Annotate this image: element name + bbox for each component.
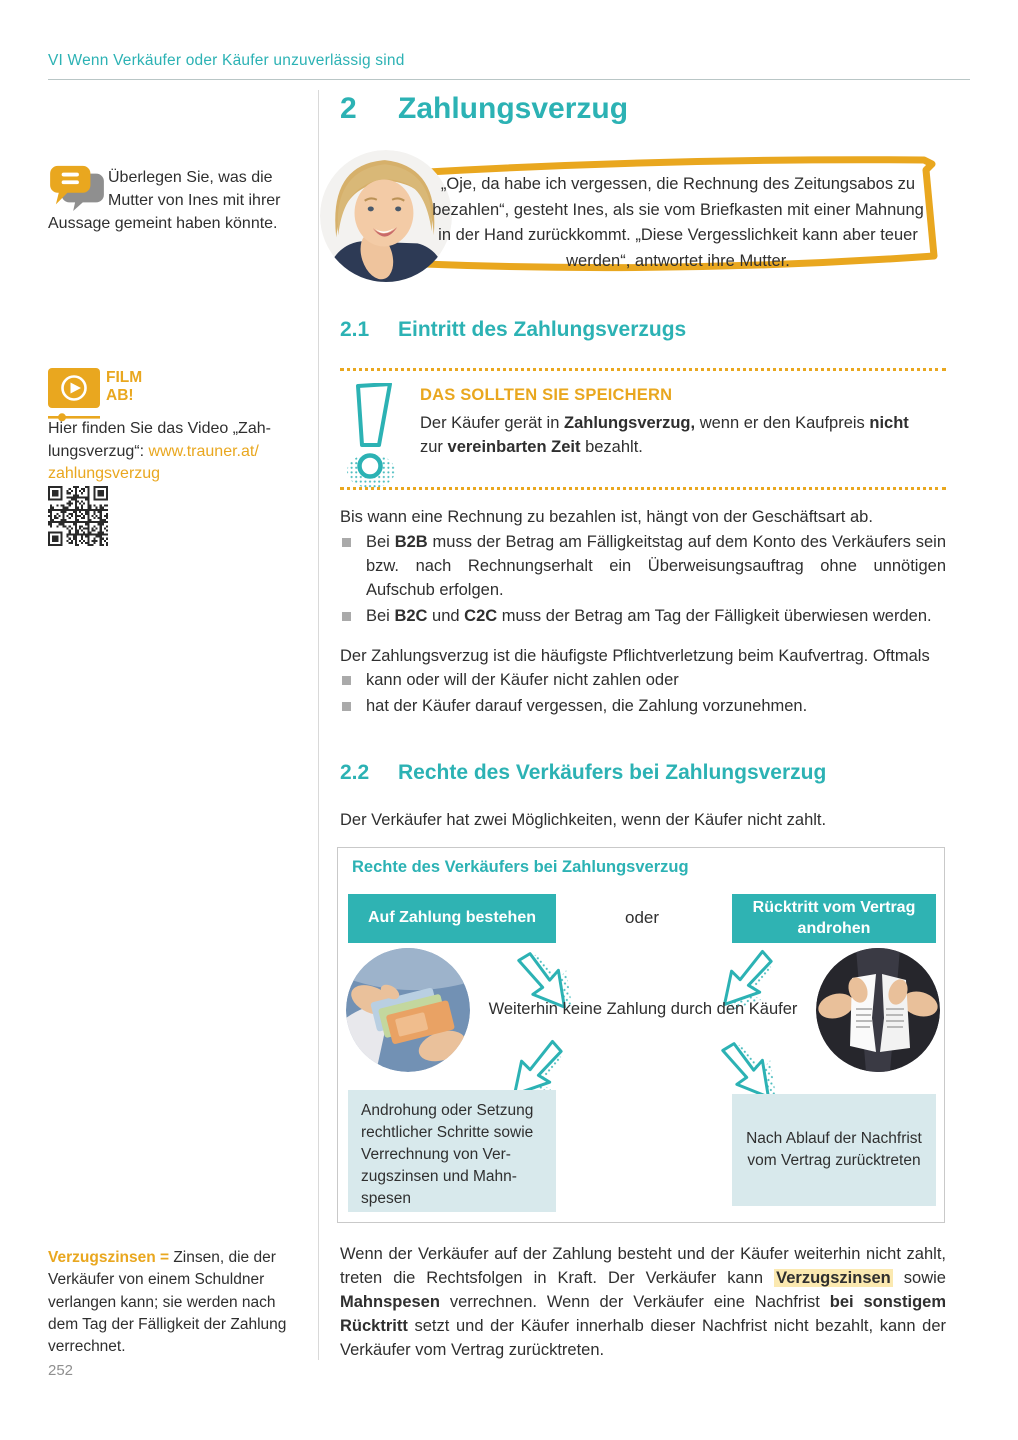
memo-heading: DAS SOLLTEN SIE SPEICHERN — [420, 386, 673, 404]
text-segment: bei sonstigem Rücktritt — [340, 1292, 946, 1335]
header-rule — [48, 79, 970, 80]
intro-quote-text: „Oje, da habe ich vergessen, die Rechnung des Zeitungsabos zu bezahlen“, gesteht Ines, als sie vom Briefkasten mit einer Mahnung in der Hand zurückkommt. „Diese Vergesslichkeit kann aber teuer werden“, antwortet ihre Mutter. — [432, 175, 924, 270]
column-divider — [318, 90, 319, 1360]
think-note — [48, 166, 304, 235]
bullet-square-icon — [342, 538, 351, 547]
text-segment: Bei — [366, 606, 395, 625]
paragraph-frequency: Der Zahlungsverzug ist die häufigste Pflichtverletzung beim Kaufvertrag. Oftmals — [340, 647, 930, 665]
paragraph-two-options: Der Verkäufer hat zwei Möglichkeiten, wenn der Käufer nicht zahlt. — [340, 811, 827, 829]
text-segment: sowie — [892, 1268, 946, 1287]
option-box-withdraw-contract: Rücktritt vom Vertrag androhen — [732, 894, 936, 943]
speech-bubbles-icon — [48, 164, 106, 219]
text-segment: Der Käufer gerät in — [420, 414, 564, 432]
chapter-number: 2 — [340, 92, 357, 125]
result-box-withdraw: Nach Ablauf der Nachfrist vom Vertrag zurücktreten — [732, 1094, 936, 1206]
text-segment: verrechnen. Wenn der Verkäufer eine Nachfrist — [439, 1292, 830, 1311]
text-segment: Wenn der Verkäufer auf der Zahlung besteht und der Käufer weiterhin nicht zahlt, treten die Rechtsfolgen in Kraft. Der Verkäufer kann — [340, 1245, 946, 1287]
text-segment: muss der Betrag am Fälligkeitstag auf dem Konto des Verkäufers sein bzw. nach Rechnungserhalt ein Überweisungsauftrag ohne unnötigen Aufschub erfolgen. — [366, 533, 946, 599]
text-segment: Mahnspesen — [340, 1292, 440, 1311]
text-segment: Hier finden Sie das Video „Zah-lungsverzug“: — [48, 420, 271, 460]
text-segment: bezahlt. — [580, 437, 643, 456]
result-box-legal-steps: Androhung oder Setzung rechtlicher Schritte sowie Verrechnung von Ver-zugszinsen und Mahn-spesen — [348, 1090, 556, 1212]
section-22-number: 2.2 — [340, 761, 370, 784]
option-box-insist-payment: Auf Zahlung bestehen — [348, 894, 556, 943]
qr-code — [48, 486, 108, 551]
section-21-number: 2.1 — [340, 318, 370, 341]
video-link[interactable]: www.trauner.at/​zahlungsverzug — [48, 442, 259, 483]
text-segment: Zahlungsverzug, — [564, 414, 696, 432]
text-segment: C2C — [464, 606, 498, 625]
dotted-rule-bottom — [340, 487, 946, 490]
section-21-title: Eintritt des Zahlungsverzugs — [398, 318, 687, 341]
page-title: Zahlungsverzug — [398, 92, 629, 125]
diagram-box — [337, 847, 945, 1223]
bullet-list-1 — [340, 531, 946, 631]
text-segment: Verzugszinsen — [776, 1268, 891, 1287]
list-item — [340, 531, 946, 603]
paragraph-consequences — [340, 1243, 946, 1363]
text-segment: wenn er den Kaufpreis — [695, 414, 870, 432]
text-segment: setzt und der Käufer innerhalb dieser Nachfrist nicht bezahlt, kann der Verkäufer vom Vertrag zurücktreten. — [340, 1316, 946, 1359]
text-segment: vereinbarten Zeit — [447, 437, 581, 456]
chapter-header: VI Wenn Verkäufer oder Käufer unzuverlässig sind — [48, 52, 405, 69]
diagram-middle-text: Weiterhin keine Zahlung durch den Käufer — [488, 1000, 798, 1018]
film-ab-label: FILM AB! — [106, 369, 143, 404]
list-item — [340, 605, 946, 629]
bullet-square-icon — [342, 702, 351, 711]
oder-label: oder — [624, 908, 660, 927]
text-segment: Zinsen, die der Verkäufer von einem Schuldner verlangen kann; sie werden nach dem Tag der Fälligkeit der Zahlung verrechnet. — [48, 1249, 287, 1356]
text-segment: B2B — [394, 533, 428, 551]
bullet-square-icon — [342, 612, 351, 621]
diagram-title: Rechte des Verkäufers bei Zahlungsverzug — [352, 858, 689, 876]
bullet-square-icon — [342, 676, 351, 685]
exclamation-icon — [345, 383, 399, 494]
text-segment: und — [427, 606, 465, 625]
dotted-rule-top — [340, 368, 946, 371]
bullet-list-2 — [340, 669, 946, 721]
memo-body — [420, 412, 935, 460]
section-22-title: Rechte des Verkäufers bei Zahlungsverzug — [398, 761, 827, 784]
text-segment: B2C — [394, 606, 428, 625]
tearing-contract-photo — [816, 948, 940, 1077]
page-number: 252 — [48, 1362, 74, 1379]
paragraph-due-date: Bis wann eine Rechnung zu bezahlen ist, hängt von der Geschäftsart ab. — [340, 508, 873, 526]
list-item: kann oder will der Käufer nicht zahlen oder — [340, 669, 946, 693]
text-segment: Verzugszinsen = — [48, 1249, 174, 1266]
think-note-text: Überlegen Sie, was die Mutter von Ines mit ihrer Aussage gemeint haben könnte. — [48, 169, 281, 233]
money-exchange-photo — [346, 948, 470, 1077]
text-segment: Bei — [366, 533, 395, 551]
film-caption — [48, 418, 286, 486]
text-segment: muss der Betrag am Tag der Fälligkeit überwiesen werden. — [497, 606, 932, 625]
text-segment: zur — [420, 437, 448, 456]
definition-note — [48, 1247, 304, 1359]
list-item: hat der Käufer darauf vergessen, die Zahlung vorzunehmen. — [340, 695, 946, 719]
text-segment: nicht — [869, 414, 909, 432]
